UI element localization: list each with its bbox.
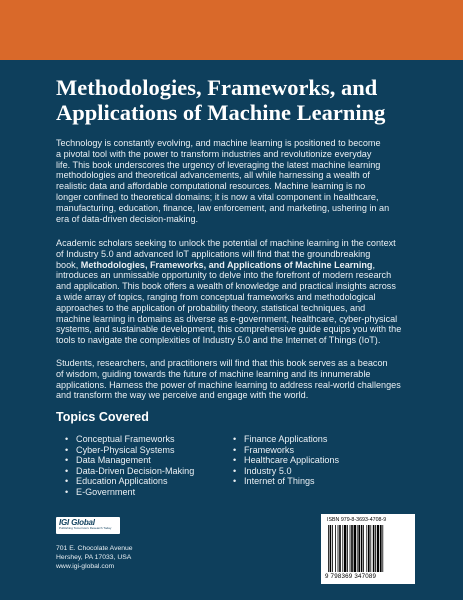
topic-item: • Data Management — [64, 455, 194, 466]
topics-list-right — [232, 434, 339, 487]
paragraph-line: of wisdom, guiding towards the future of machine learning and its innumerable — [56, 368, 371, 379]
topic-item: • Healthcare Applications — [232, 455, 339, 466]
topic-item: • Frameworks — [232, 445, 339, 456]
barcode-bar — [368, 525, 370, 572]
paragraph-line: of Industry 5.0 and advanced IoT applications will find that the groundbreaking — [56, 248, 371, 259]
topics-heading: Topics Covered — [56, 410, 149, 424]
barcode-bar — [350, 525, 351, 572]
barcode-bar — [382, 525, 383, 572]
publisher-address — [56, 544, 216, 571]
address-line: 701 E. Chocolate Avenue — [56, 545, 133, 552]
barcode-bar — [351, 525, 353, 572]
topics-list-left — [64, 434, 194, 498]
book-ref-prefix: book, — [56, 259, 81, 270]
description-paragraph-3 — [56, 358, 401, 401]
paragraph-line: and application. This book offers a wealth of knowledge and practical insights across — [56, 281, 396, 292]
barcode-number: 9 798369 347089 — [325, 573, 377, 580]
paragraph-line: realistic data and affordable computational resources. Machine learning is no — [56, 181, 366, 192]
topic-item: • Internet of Things — [232, 476, 339, 487]
barcode-bar — [357, 525, 358, 572]
paragraph-line: tools to navigate the complexities of Industry 5.0 and the Internet of Things (IoT). — [56, 335, 381, 346]
address-line: Hershey, PA 17033, USA — [56, 554, 132, 561]
barcode-bar — [335, 525, 336, 572]
book-title-reference: Methodologies, Frameworks, and Applications of Machine Learning — [80, 259, 373, 270]
topic-item: • Finance Applications — [232, 434, 339, 445]
paragraph-line: Students, researchers, and practitioners will find that this book serves as a beacon — [56, 358, 388, 368]
barcode-bar — [332, 525, 333, 572]
barcode-bar — [370, 525, 371, 572]
paragraph-line: Academic scholars seeking to unlock the potential of machine learning in the context — [56, 238, 396, 248]
barcode-bar — [358, 525, 360, 572]
paragraph-line: life. This book underscores the urgency of leveraging the latest machine learning — [56, 159, 381, 170]
paragraph-line: introduces an unmissable opportunity to delve into the forefront of modern research — [56, 270, 392, 281]
logo-name: IGI Global — [59, 518, 95, 527]
book-title — [56, 75, 416, 125]
title-line-2: Applications of Machine Learning — [56, 100, 386, 125]
paragraph-line: methodologies and theoretical advancements, all while harnessing a wealth of — [56, 170, 370, 181]
igi-global-logo — [56, 517, 120, 534]
paragraph-line: manufacturing, education, finance, law enforcement, and marketing, ushering in an — [56, 202, 390, 213]
barcode-bar — [330, 525, 332, 572]
paragraph-line: approaches to the application of probability theory, statistical techniques, and — [56, 302, 366, 313]
barcode-graphic — [327, 525, 409, 572]
paragraph-line: systems, and sustainable development, this comprehensive guide equips you with the — [56, 324, 402, 335]
paragraph-line: a pivotal tool with the power to transform industries and revolutionize everyday — [56, 148, 372, 159]
description-paragraph-1 — [56, 138, 389, 224]
barcode-bar — [375, 525, 376, 572]
barcode-bar — [328, 525, 329, 572]
barcode-bar — [354, 525, 356, 572]
barcode-bar — [342, 525, 343, 572]
barcode-bar — [339, 525, 341, 572]
barcode-bar — [363, 525, 364, 572]
publisher-info — [56, 517, 216, 571]
paragraph-line: a wide array of topics, ranging from conceptual frameworks and methodological — [56, 291, 376, 302]
topic-item: • Cyber-Physical Systems — [64, 445, 194, 456]
isbn-barcode — [321, 514, 415, 584]
publisher-website: www.igi-global.com — [56, 563, 115, 570]
topic-item: • Industry 5.0 — [232, 466, 339, 477]
topic-item: • Data-Driven Decision-Making — [64, 466, 194, 477]
barcode-bar — [338, 525, 339, 572]
paragraph-line: era of data-driven decision-making. — [56, 213, 199, 224]
barcode-bar — [380, 525, 382, 572]
barcode-bar — [347, 525, 348, 572]
book-ref-suffix: , — [372, 259, 376, 270]
barcode-bar — [377, 525, 379, 572]
title-line-1: Methodologies, Frameworks, and — [56, 75, 378, 100]
isbn-label: ISBN 979-8-3693-4708-9 — [327, 517, 387, 523]
barcode-bar — [366, 525, 367, 572]
top-color-band — [0, 0, 463, 60]
paragraph-line: and transform the way we perceive and engage with the world. — [56, 390, 309, 401]
paragraph-line: Technology is constantly evolving, and machine learning is positioned to become — [56, 138, 381, 148]
barcode-bar — [373, 525, 375, 572]
paragraph-line: longer confined to theoretical domains; it is now a vital component in healthcare, — [56, 191, 379, 202]
paragraph-line: applications. Harness the power of machine learning to address real-world challenges — [56, 379, 401, 390]
paragraph-line — [56, 260, 401, 271]
barcode-bar — [361, 525, 363, 572]
topic-item: • Conceptual Frameworks — [64, 434, 194, 445]
topic-item: • E-Government — [64, 487, 194, 498]
barcode-bar — [344, 525, 346, 572]
logo-tagline: Publishing Tomorrow's Research Today — [59, 526, 112, 530]
description-paragraph-2 — [56, 238, 401, 346]
topic-item: • Education Applications — [64, 476, 194, 487]
paragraph-line: machine learning in domains as diverse as e-government, healthcare, cyber-physical — [56, 313, 398, 324]
